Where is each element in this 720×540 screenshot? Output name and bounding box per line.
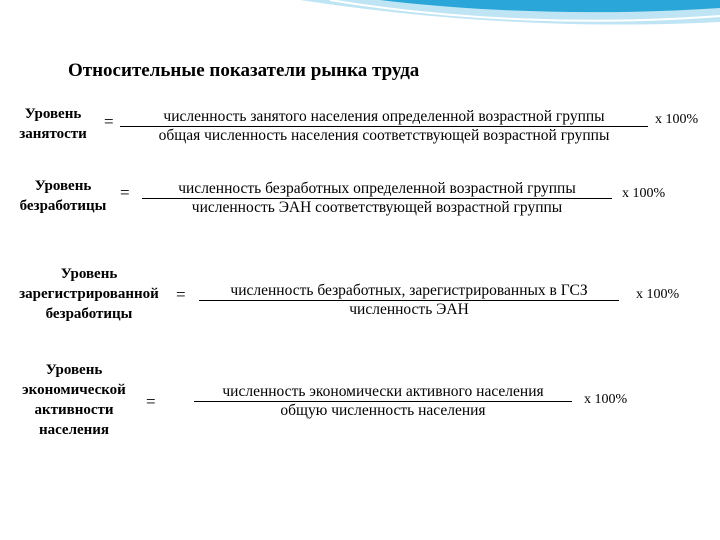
numerator: численность занятого населения определенной возрастной группы [120,108,648,127]
label-line: Уровень [24,106,82,122]
equals-sign: = [146,392,156,411]
multiplier: х 100% [636,287,680,302]
label-line: экономической [22,382,126,398]
numerator: численность экономически активного населения [194,383,572,402]
label-line: зарегистрированной [19,286,159,302]
label-line: безработицы [19,198,107,214]
decorative-swoosh [0,0,720,60]
page-title: Относительные показатели рынка труда [68,60,420,81]
multiplier: х 100% [622,186,666,201]
label-line: Уровень [34,178,92,194]
equals-sign: = [176,285,186,304]
denominator: общую численность населения [280,402,486,419]
unemployment-rate-fraction [142,180,612,217]
numerator: численность безработных определенной возрастной группы [142,180,612,199]
numerator: численность безработных, зарегистрированных в ГСЗ [199,282,619,301]
label-line: населения [38,422,110,438]
registered-unemployment-label [4,264,174,324]
economic-activity-label [4,360,144,440]
employment-rate-fraction [120,108,648,145]
label-line: безработицы [45,306,133,322]
multiplier: х 100% [655,112,699,127]
economic-activity-fraction [194,383,572,420]
denominator: численность ЭАН соответствующей возрастной группы [191,199,563,216]
label-line: занятости [19,126,87,142]
denominator: общая численность населения соответствующей возрастной группы [158,127,610,144]
label-line: активности [34,402,114,418]
label-line: Уровень [45,362,103,378]
equals-sign: = [120,183,130,202]
label-line: Уровень [60,266,118,282]
equals-sign: = [104,112,114,131]
employment-rate-label [4,104,102,144]
multiplier: х 100% [584,392,628,407]
registered-unemployment-fraction [199,282,619,319]
unemployment-rate-label [4,176,122,216]
denominator: численность ЭАН [349,301,469,318]
